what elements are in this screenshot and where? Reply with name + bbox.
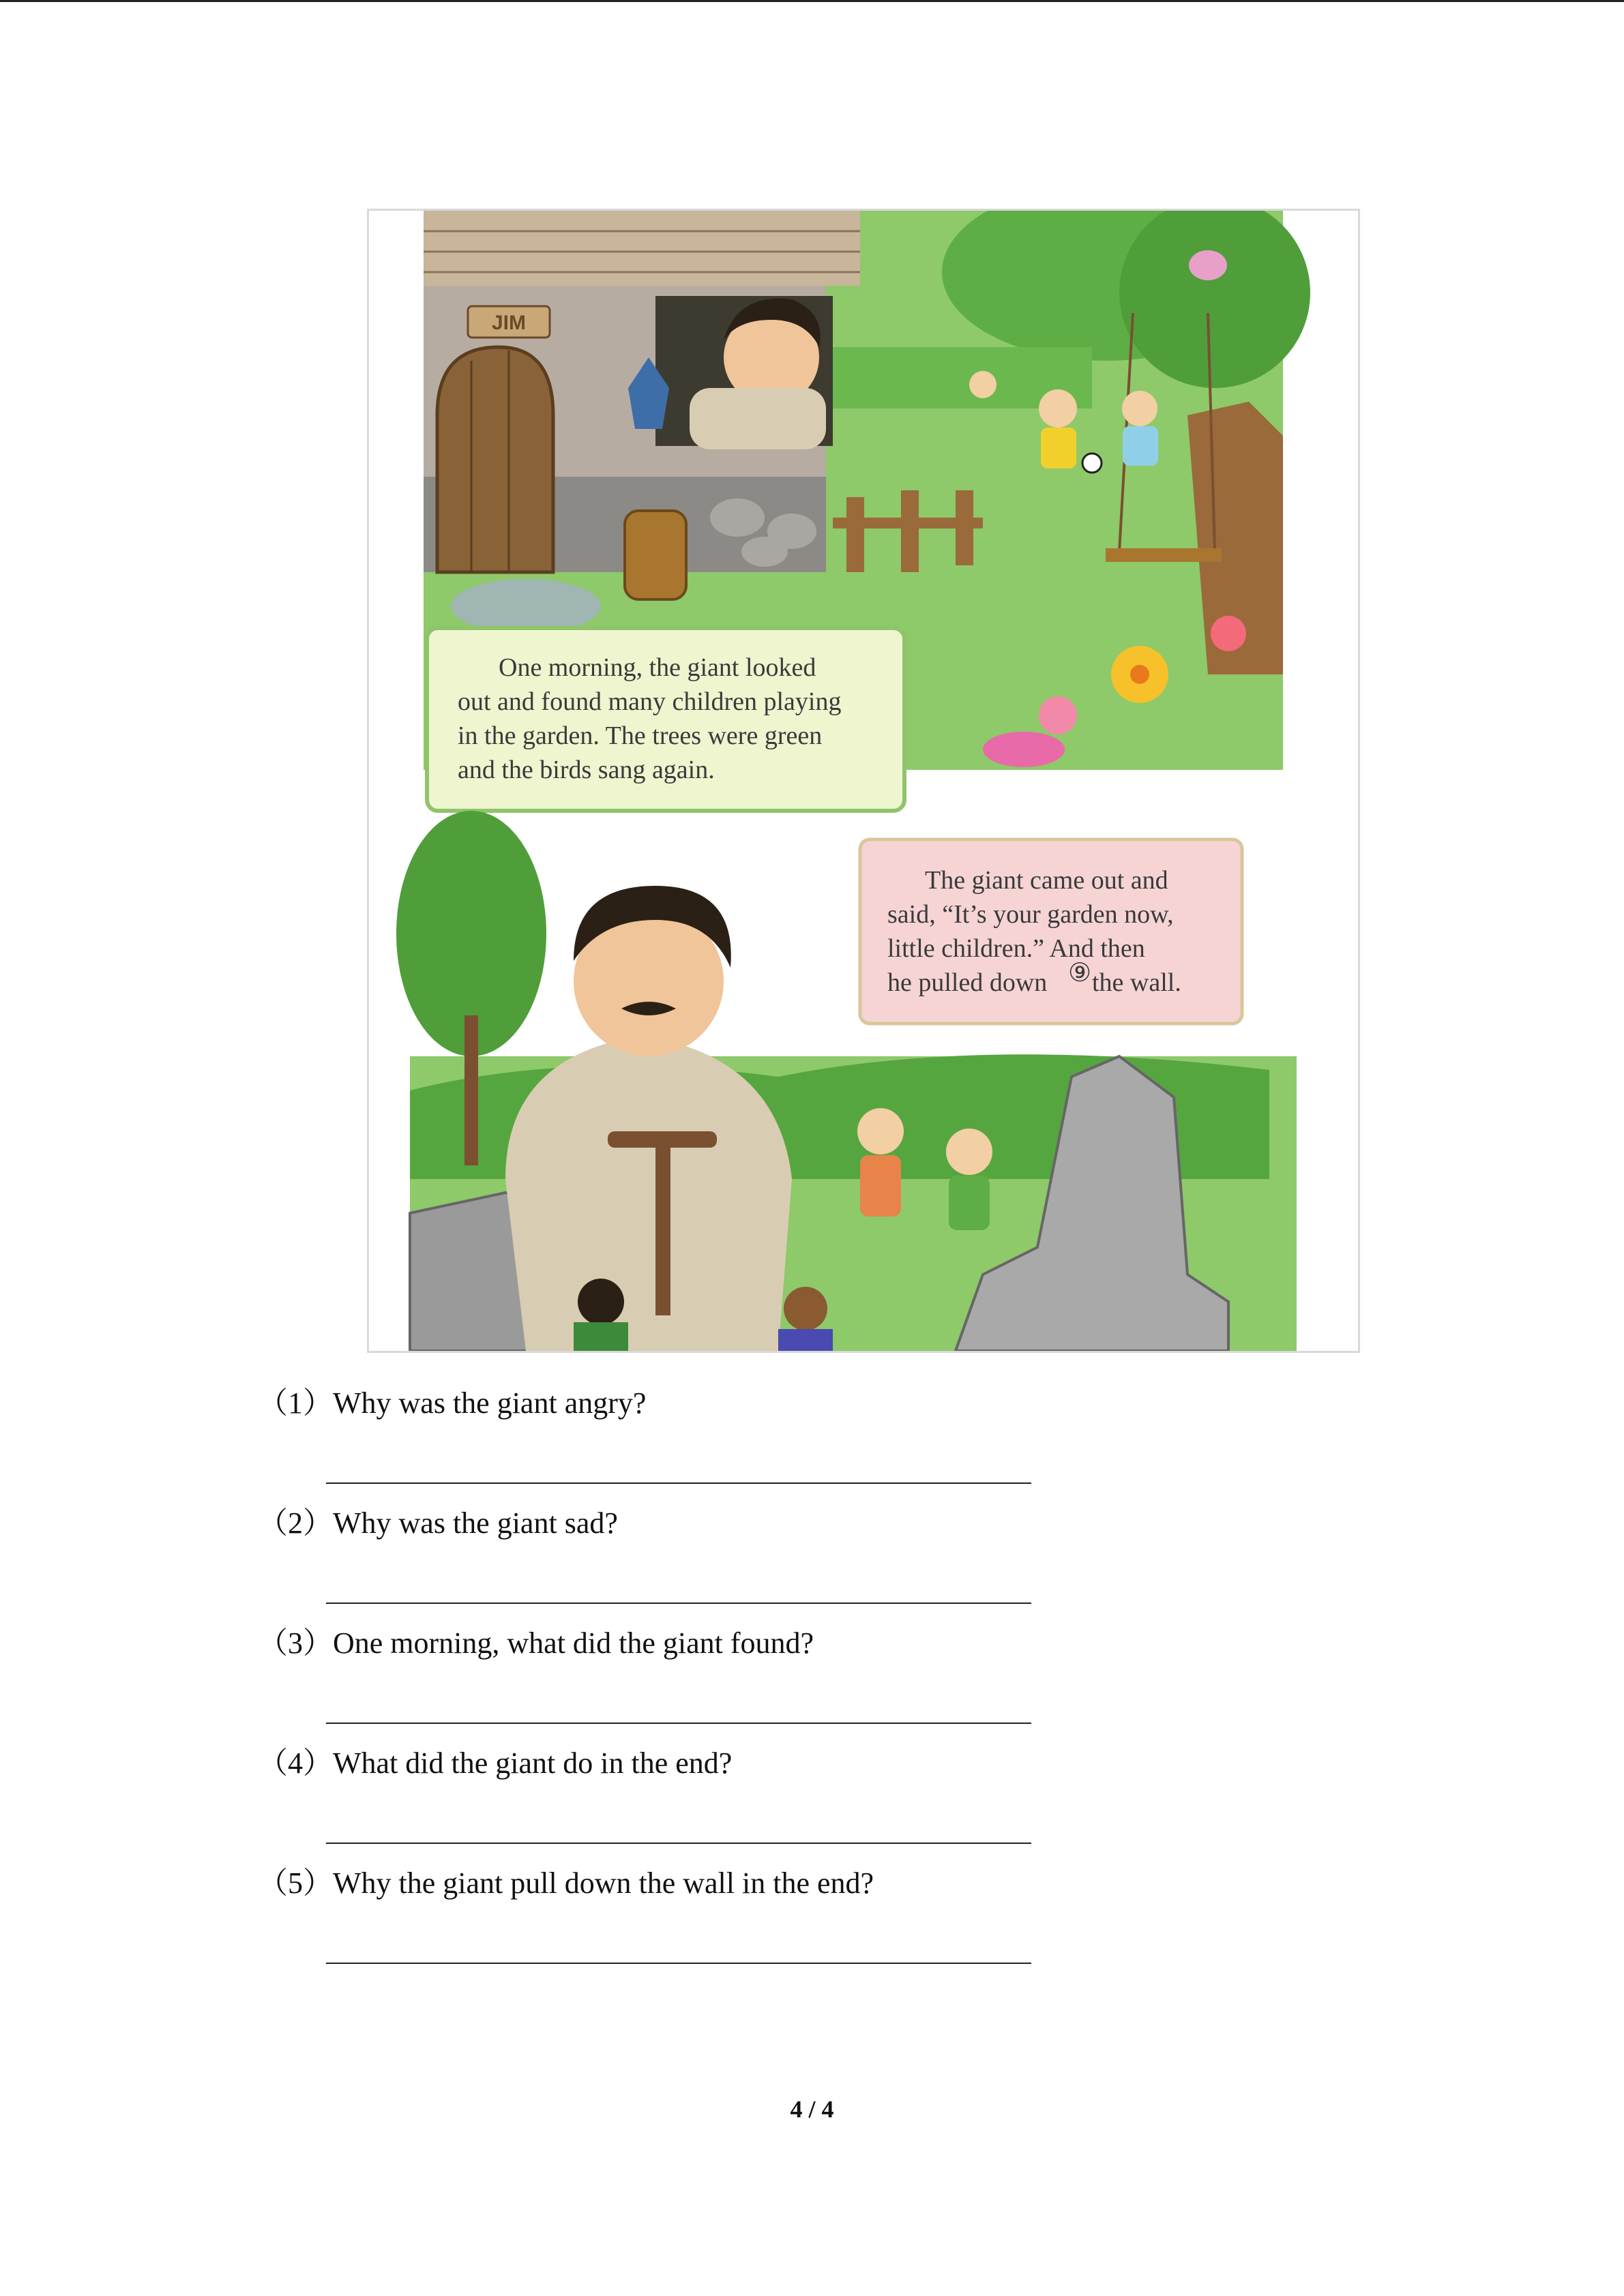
story-illustration — [367, 209, 1360, 1353]
question-3-number: （3） — [258, 1626, 333, 1660]
question-5-number: （5） — [258, 1866, 333, 1900]
question-1-text: Why was the giant angry? — [333, 1386, 647, 1420]
panel-1-caption-line-4: and the birds sang again. — [458, 756, 715, 784]
house-sign: JIM — [491, 312, 527, 334]
panel-2-caption-line-4a: he pulled down — [887, 968, 1048, 997]
page-top-rule — [0, 0, 1624, 2]
question-5 — [258, 1864, 874, 1903]
answer-line-1[interactable] — [326, 1482, 1031, 1484]
answer-line-4[interactable] — [326, 1843, 1031, 1844]
question-4-text: What did the giant do in the end? — [333, 1746, 733, 1780]
question-3 — [258, 1624, 814, 1663]
question-4 — [258, 1744, 732, 1783]
page-number: 4 / 4 — [790, 2096, 834, 2123]
panel-2-caption-line-4b: the wall. — [1092, 968, 1181, 997]
answer-line-5[interactable] — [326, 1963, 1031, 1964]
answer-line-3[interactable] — [326, 1723, 1031, 1724]
panel-2-caption-line-2: said, “It’s your garden now, — [887, 900, 1174, 929]
question-4-number: （4） — [258, 1746, 333, 1780]
question-5-text: Why the giant pull down the wall in the end? — [333, 1866, 874, 1900]
footnote-mark: ⑨ — [1068, 959, 1092, 987]
panel-2-caption-line-1: The giant came out and — [925, 866, 1168, 895]
panel-1-caption — [427, 628, 904, 811]
panel-1-caption-line-3: in the garden. The trees were green — [458, 721, 823, 750]
panel-1-caption-line-1: One morning, the giant looked — [499, 653, 816, 682]
question-2-text: Why was the giant sad? — [333, 1506, 618, 1540]
question-2-number: （2） — [258, 1506, 333, 1540]
panel-2-caption-line-3: little children.” And then — [887, 934, 1145, 963]
panel-1-caption-line-2: out and found many children playing — [458, 687, 842, 716]
question-1 — [258, 1384, 646, 1422]
answer-line-2[interactable] — [326, 1602, 1031, 1604]
panel-2-caption — [860, 839, 1242, 1024]
question-2 — [258, 1504, 618, 1542]
question-3-text: One morning, what did the giant found? — [333, 1626, 814, 1660]
question-1-number: （1） — [258, 1386, 333, 1420]
